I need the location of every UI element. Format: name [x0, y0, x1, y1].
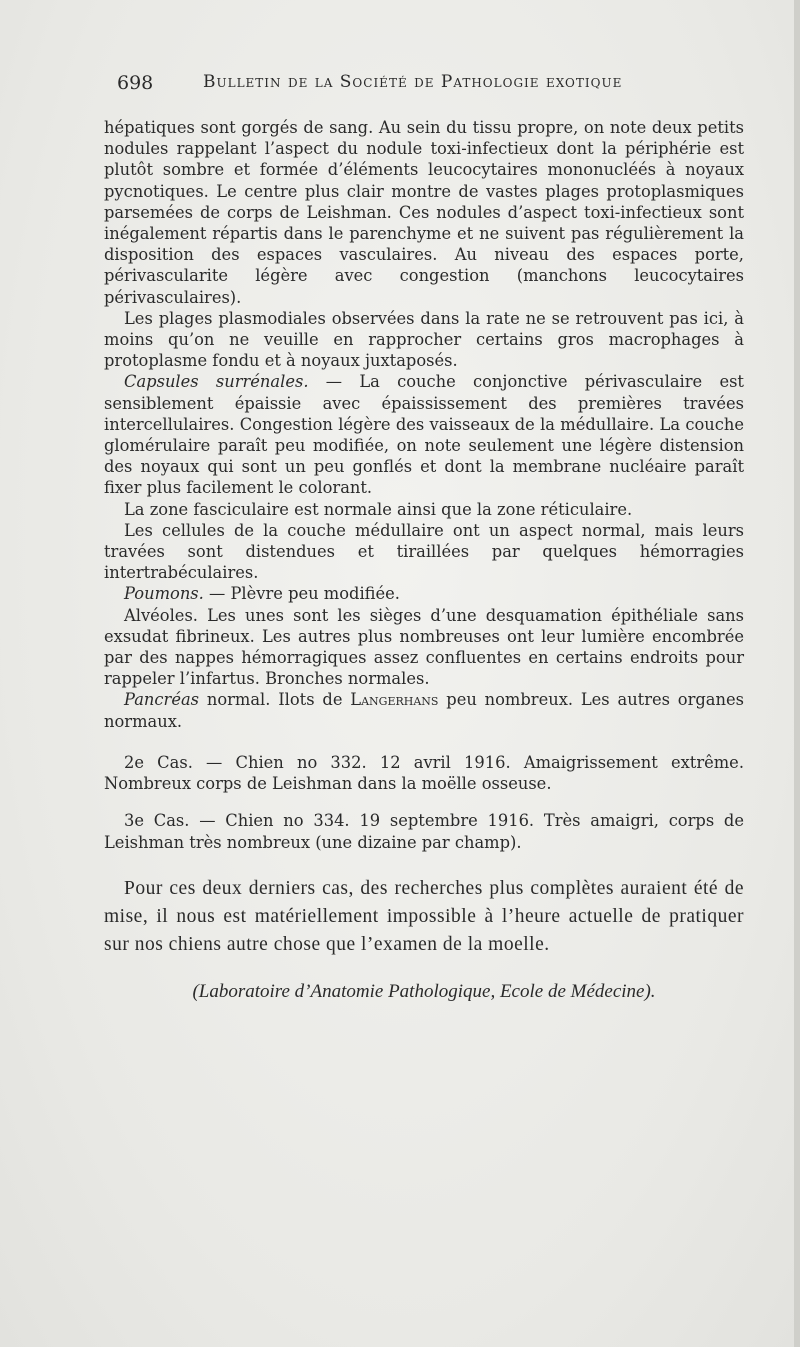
- page-edge: [794, 0, 800, 1347]
- paragraph-conclusion: Pour ces deux derniers cas, des recherches plus complètes auraient été de mise, il nous est matériellement impossible à l’heure actuelle de pratiquer sur nos chiens autre chose que l’examen de la moelle.: [104, 877, 744, 955]
- paragraph-alveoli: Alvéoles. Les unes sont les sièges d’une desquamation épithéliale sans exsudat fibrineux. Les autres plus nombreuses ont leur lumière encombrée par des nappes hémorragiques assez confluentes en certains endroits pour rappeler l’infartus. Bronches normales.: [104, 605, 744, 689]
- page-header: [117, 72, 757, 98]
- pancreas-text-end: peu nombreux. Les autres organes normaux.: [104, 690, 744, 731]
- page-number: 698: [117, 72, 154, 94]
- adrenals-heading: Capsules surrénales.: [124, 372, 309, 392]
- spacer: [104, 853, 744, 875]
- case-2: 2e Cas. — Chien no 332. 12 avril 1916. Amaigrissement extrême. Nombreux corps de Leishman dans la moëlle osseuse.: [104, 752, 744, 794]
- paragraph-adrenals: [104, 371, 744, 498]
- spacer: [104, 794, 744, 810]
- affiliation: (Laboratoire d’Anatomie Pathologique, Ecole de Médecine).: [192, 980, 656, 1002]
- langerhans-name: Langerhans: [350, 690, 439, 710]
- paragraph-medulla: Les cellules de la couche médullaire ont un aspect normal, mais leurs travées sont distendues et tiraillées par quelques hémorragies intertrabéculaires.: [104, 520, 744, 583]
- paragraph-fasciculata: La zone fasciculaire est normale ainsi que la zone réticulaire.: [124, 499, 633, 519]
- paragraph-lungs: [104, 583, 744, 604]
- pancreas-text: normal. Ilots de: [199, 690, 351, 710]
- pancreas-heading: Pancréas: [124, 690, 200, 710]
- lungs-heading: Poumons.: [124, 584, 204, 604]
- article-body: [104, 117, 744, 1021]
- paragraph-plasmodial: Les plages plasmodiales observées dans la rate ne se retrouvent pas ici, à moins qu’on ne veuille en rapprocher certains gros macrophages à protoplasme fondu et à noyaux juxtaposés.: [104, 308, 744, 371]
- paragraph-pancreas: [104, 689, 744, 731]
- case-3: 3e Cas. — Chien no 334. 19 septembre 1916. Très amaigri, corps de Leishman très nombreux (une dizaine par champ).: [104, 811, 744, 852]
- spacer: [104, 732, 744, 752]
- paragraph-liver: hépatiques sont gorgés de sang. Au sein du tissu propre, on note deux petits nodules rappelant l’aspect du nodule toxi-infectieux dont la périphérie est plutôt sombre et formée d’éléments leucocytaires mononucléés à noyaux pycnotiques. Le centre plus clair montre de vastes plages protoplasmiques parsemées de corps de Leishman. Ces nodules d’aspect toxi-infectieux sont inégalement répartis dans le parenchyme et ne suivent pas régulièrement la disposition des espaces vasculaires. Au niveau des espaces porte, périvascularite légère avec congestion (manchons leucocytaires périvasculaires).: [104, 118, 744, 307]
- lungs-text: — Plèvre peu modifiée.: [203, 584, 400, 604]
- running-title: Bulletin de la Société de Pathologie exotique: [203, 72, 623, 92]
- adrenals-text: — La couche conjonctive périvasculaire est sensiblement épaissie avec épaississement des premières travées intercellulaires. Congestion légère des vaisseaux de la médullaire. La couche glomérulaire paraît peu modifiée, on note seulement une légère distension des noyaux qui sont un peu gonflés et dont la membrane nucléaire paraît fixer plus facilement le colorant.: [104, 372, 744, 498]
